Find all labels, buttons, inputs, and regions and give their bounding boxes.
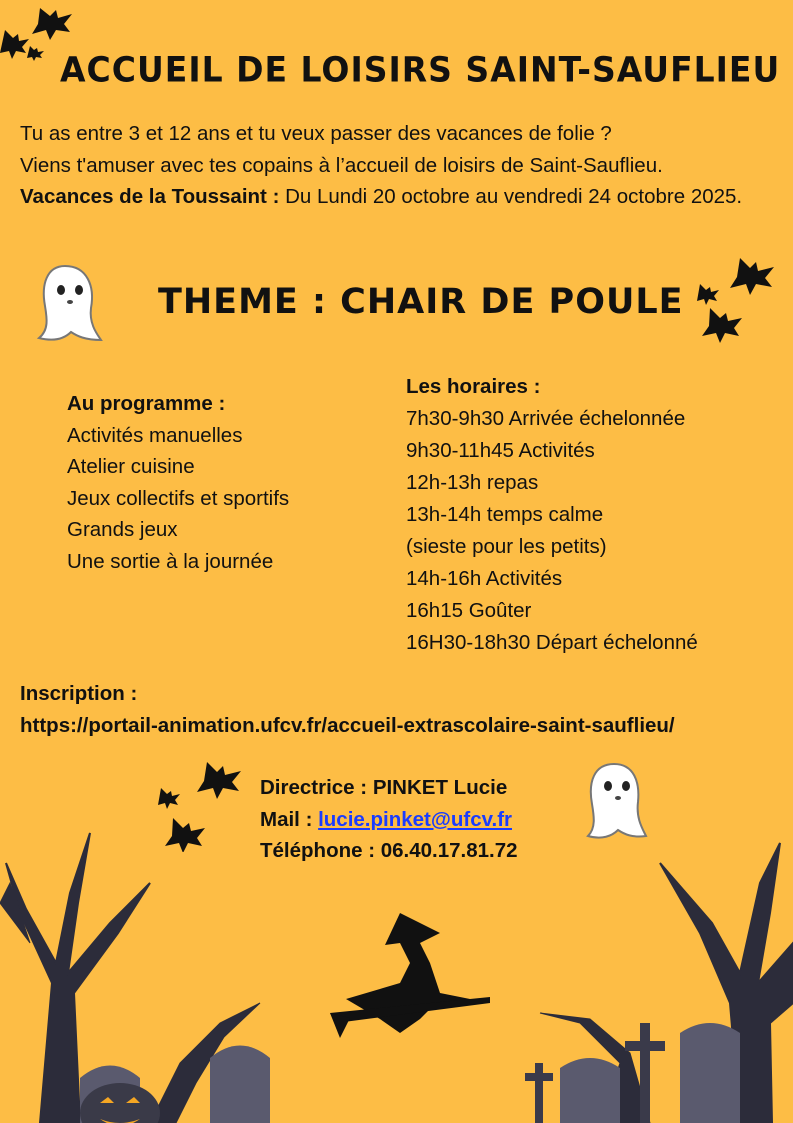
- list-item: Grands jeux: [67, 518, 178, 541]
- programme-heading: Au programme :: [67, 392, 226, 415]
- vacation-text: Du Lundi 20 octobre au vendredi 24 octobre 2025.: [279, 185, 743, 208]
- list-item: 7h30-9h30 Arrivée échelonnée: [406, 407, 686, 430]
- directrice-label: Directrice :: [260, 776, 373, 799]
- horaires-heading: Les horaires :: [406, 375, 541, 398]
- list-item: Jeux collectifs et sportifs: [67, 486, 290, 510]
- list-item: 16H30-18h30 Départ échelonné: [406, 631, 698, 654]
- phone-label: Téléphone :: [260, 839, 381, 862]
- halloween-scenery: [0, 823, 793, 1123]
- list-item: Activités manuelles: [67, 423, 243, 447]
- list-item: 16h15 Goûter: [406, 599, 532, 622]
- theme-title: THEME : CHAIR DE POULE: [158, 282, 684, 322]
- inscription-section: [20, 678, 675, 741]
- list-item: Une sortie à la journée: [67, 549, 274, 573]
- horaires-section: [406, 371, 698, 659]
- mail-link[interactable]: lucie.pinket@ufcv.fr: [318, 807, 512, 831]
- mail-label: Mail :: [260, 807, 319, 831]
- list-item: 14h-16h Activités: [406, 567, 563, 590]
- directrice-line: [260, 772, 518, 804]
- list-item: Atelier cuisine: [67, 455, 195, 478]
- list-item: 12h-13h repas: [406, 471, 539, 494]
- inscription-url[interactable]: https://portail-animation.ufcv.fr/accueil-extrascolaire-saint-sauflieu/: [20, 713, 675, 737]
- programme-section: [67, 388, 289, 577]
- ghost-icon: [25, 258, 105, 348]
- phone-number: 06.40.17.81.72: [380, 839, 518, 862]
- intro-text: [20, 118, 790, 213]
- bats-icon: [690, 248, 790, 343]
- intro-line-1: Tu as entre 3 et 12 ans et tu veux passer des vacances de folie ?: [20, 122, 612, 145]
- inscription-label: Inscription :: [20, 682, 138, 705]
- list-item: 13h-14h temps calme: [406, 503, 604, 526]
- list-item: (sieste pour les petits): [406, 535, 607, 558]
- witch-icon: [330, 913, 490, 1038]
- vacation-dates: [20, 181, 790, 213]
- intro-line-2: Viens t'amuser avec tes copains à l’accueil de loisirs de Saint-Sauflieu.: [20, 153, 663, 177]
- vacation-label: Vacances de la Toussaint :: [20, 185, 280, 208]
- page-title: ACCUEIL DE LOISIRS SAINT-SAUFLIEU: [60, 49, 781, 90]
- list-item: 9h30-11h45 Activités: [406, 439, 595, 462]
- directrice-name: PINKET Lucie: [372, 776, 508, 799]
